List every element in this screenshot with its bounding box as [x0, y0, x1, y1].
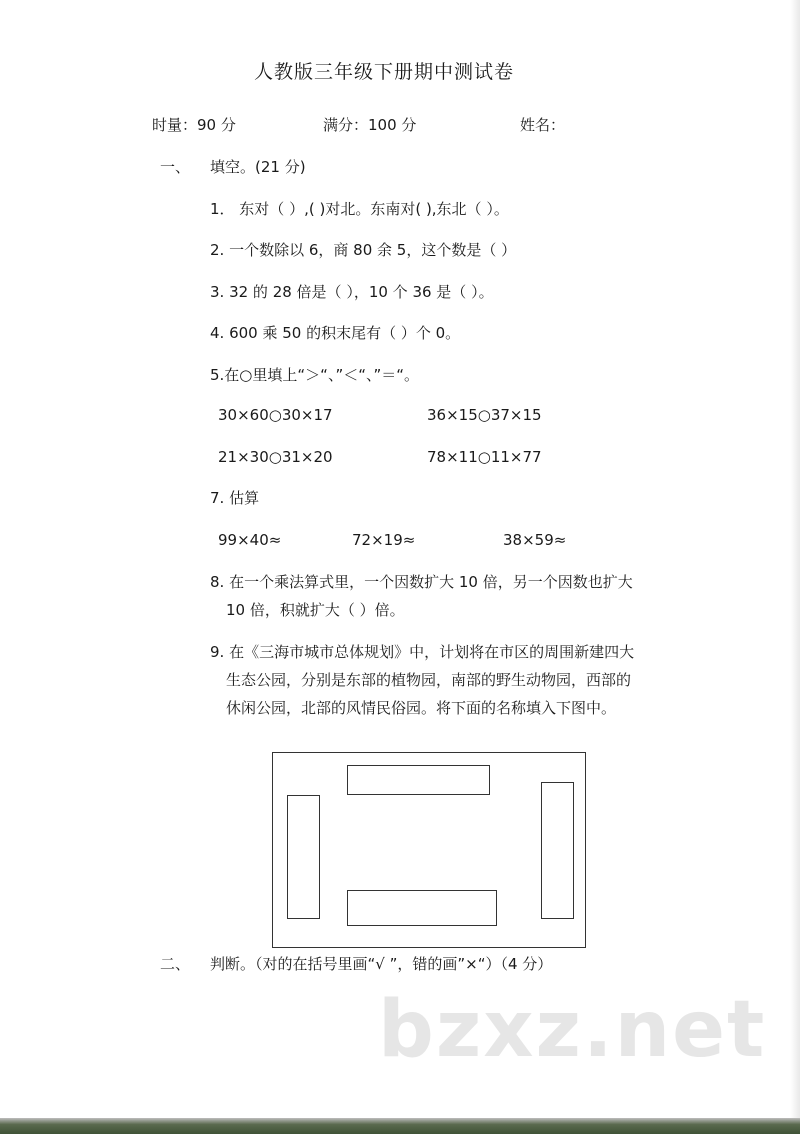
question-4: 4. 600 乘 50 的积末尾有（ ）个 0。 [210, 324, 461, 342]
north-park-box [347, 765, 490, 795]
east-park-box [541, 782, 574, 919]
bottom-image-strip [0, 1118, 800, 1134]
section-1-number: 一、 [160, 158, 191, 176]
question-9-line-1: 9. 在《三海市城市总体规划》中，计划将在市区的周围新建四大 [210, 643, 635, 661]
south-park-box [347, 890, 497, 926]
section-1-heading: 填空。(21 分) [210, 158, 306, 176]
watermark: bzxz.net [378, 985, 767, 1075]
question-9-line-3: 休闲公园，北部的风情民俗园。将下面的名称填入下图中。 [226, 699, 617, 717]
compare-item: 36×15○37×15 [427, 406, 542, 424]
question-5: 5.在○里填上“＞“、”＜“、”＝“。 [210, 366, 420, 384]
student-name-label: 姓名： [520, 116, 566, 134]
question-3: 3. 32 的 28 倍是（ ），10 个 36 是（ ）。 [210, 283, 494, 301]
question-7: 7. 估算 [210, 489, 260, 507]
time-limit: 时量：90 分 [152, 116, 236, 134]
estimate-item: 38×59≈ [503, 531, 567, 549]
page-edge-shadow [790, 0, 800, 1134]
compare-item: 78×11○11×77 [427, 448, 542, 466]
page-title: 人教版三年级下册期中测试卷 [254, 61, 515, 83]
question-9-line-2: 生态公园，分别是东部的植物园，南部的野生动物园，西部的 [226, 671, 632, 689]
compare-item: 30×60○30×17 [218, 406, 333, 424]
park-map-diagram [272, 752, 586, 948]
question-2: 2. 一个数除以 6，商 80 余 5，这个数是（ ） [210, 241, 517, 259]
question-1: 1． 东对（ ）,( )对北。东南对( ),东北（ ）。 [210, 200, 509, 218]
west-park-box [287, 795, 320, 919]
estimate-item: 99×40≈ [218, 531, 282, 549]
compare-item: 21×30○31×20 [218, 448, 333, 466]
question-8-line-1: 8. 在一个乘法算式里，一个因数扩大 10 倍，另一个因数也扩大 [210, 573, 633, 591]
estimate-item: 72×19≈ [352, 531, 416, 549]
section-2-heading: 判断。（对的在括号里画“√ ”，错的画”×“）（4 分） [210, 955, 553, 973]
section-2-number: 二、 [160, 955, 191, 973]
question-8-line-2: 10 倍，积就扩大（ ）倍。 [226, 601, 405, 619]
full-score: 满分：100 分 [323, 116, 417, 134]
